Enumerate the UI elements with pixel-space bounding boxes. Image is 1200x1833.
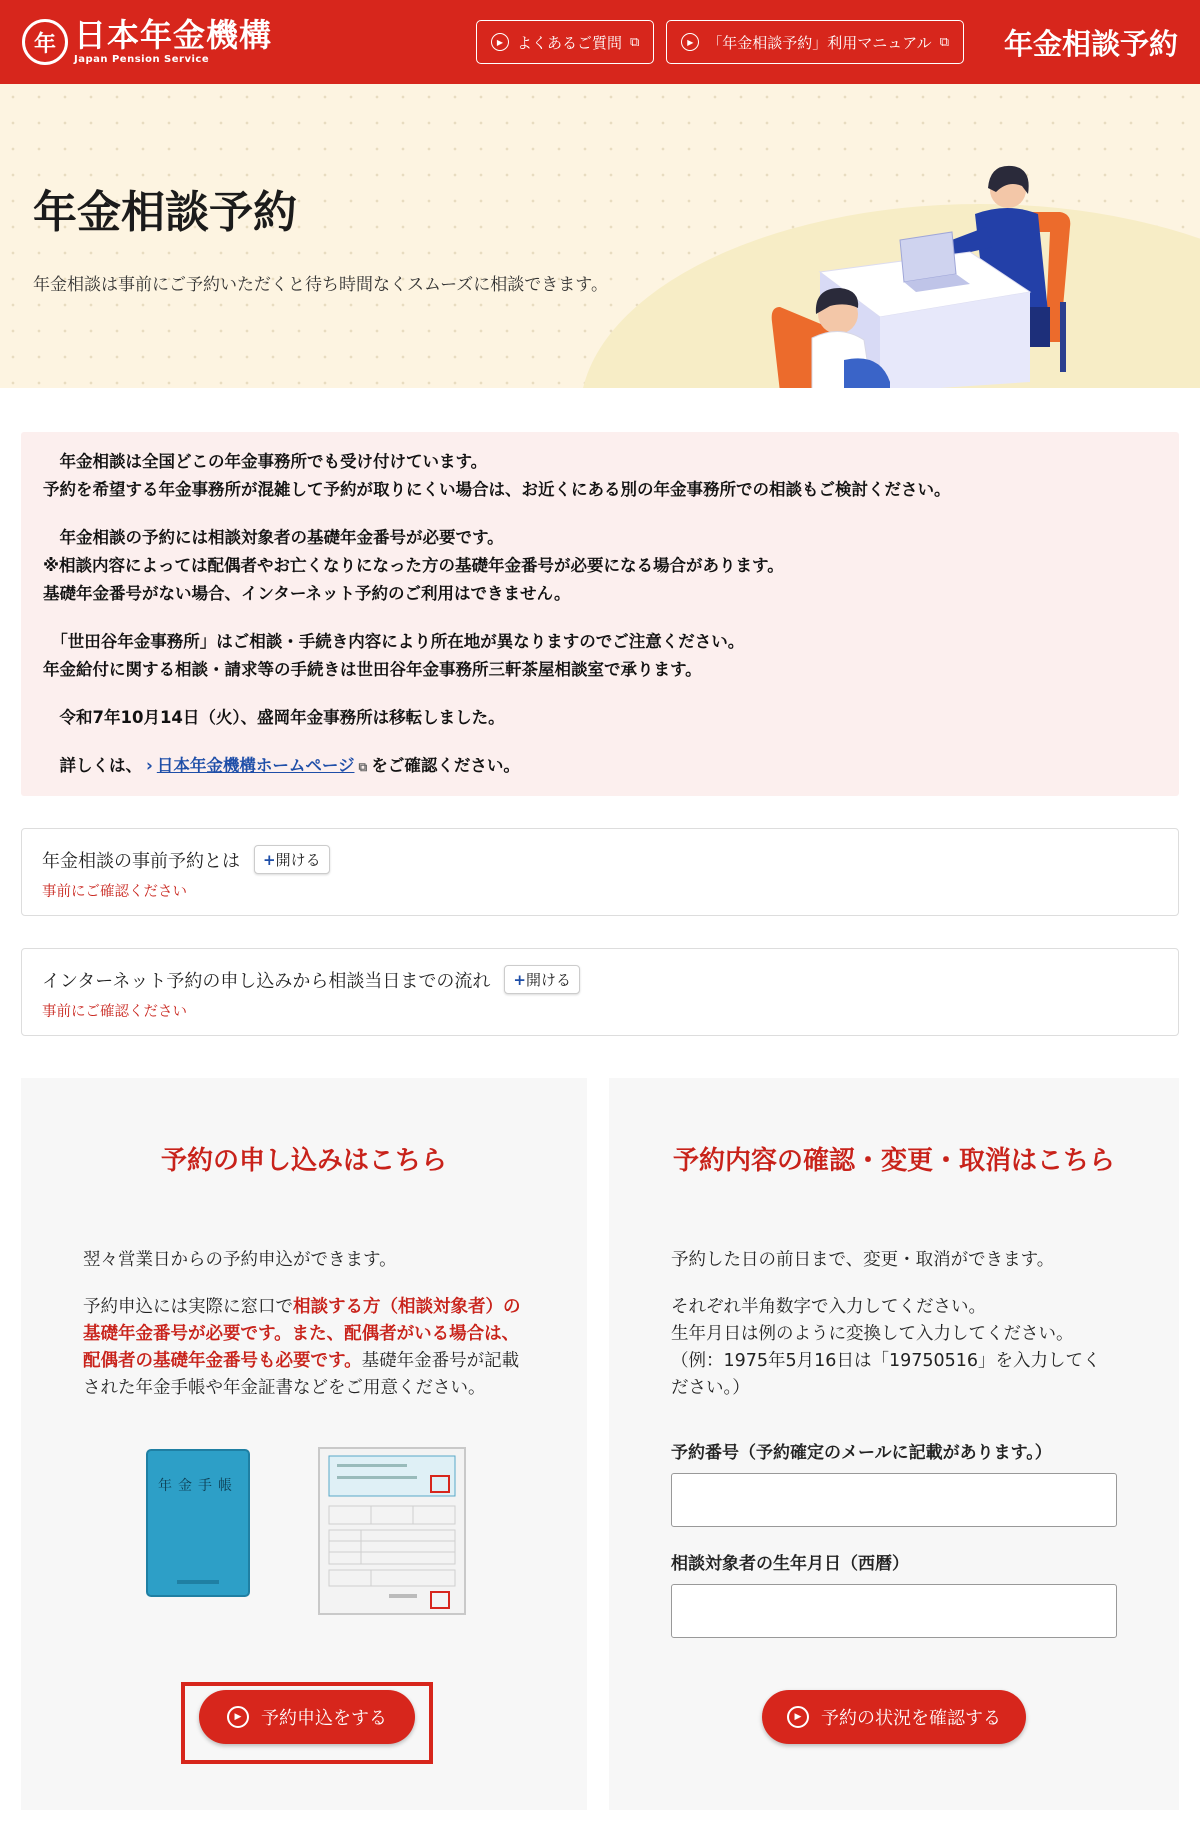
apply-text: 翌々営業日からの予約申込ができます。: [83, 1250, 397, 1270]
page-title: 年金相談予約: [33, 187, 297, 238]
consultation-illustration: [760, 102, 1090, 388]
manual-link-label: 「年金相談予約」利用マニュアル: [707, 33, 932, 52]
hero-subtitle: 年金相談は事前にご予約いただくと待ち時間なくスムーズに相談できます。: [33, 275, 608, 295]
notice-box: [21, 432, 1179, 796]
logo-name-en: Japan Pension Service: [74, 54, 210, 65]
apply-button-label: 予約申込をする: [261, 1708, 387, 1729]
faq-link-label: よくあるご質問: [516, 33, 622, 52]
accordion-open-button[interactable]: +開ける: [504, 965, 580, 994]
check-button-label: 予約の状況を確認する: [821, 1708, 1001, 1729]
birthdate-input[interactable]: [671, 1584, 1117, 1638]
play-circle-icon: ▶: [787, 1706, 809, 1728]
play-circle-icon: ▶: [491, 33, 509, 51]
play-circle-icon: ▶: [681, 33, 699, 51]
check-instructions: それぞれ半角数字で入力してください。 生年月日は例のように変換して入力してください。 （例：1975年5月16日は「19750516」を入力してください。）: [671, 1297, 1101, 1398]
accordion-note: 事前にご確認ください: [42, 884, 187, 900]
accordion-title: インターネット予約の申し込みから相談当日までの流れ: [42, 970, 491, 992]
faq-link-button[interactable]: [476, 20, 654, 64]
play-circle-icon: ▶: [227, 1706, 249, 1728]
apply-heading: 予約の申し込みはこちら: [160, 1146, 447, 1176]
manual-link-button[interactable]: [666, 20, 964, 64]
accordion-title: 年金相談の事前予約とは: [42, 850, 240, 872]
external-link-icon: ⧉: [939, 34, 949, 50]
pension-booklet-icon: [143, 1446, 253, 1600]
accordion-note: 事前にご確認ください: [42, 1004, 187, 1020]
plus-icon: +: [263, 851, 276, 869]
notice-text: 令和7年10月14日（火）、盛岡年金事務所は移転しました。: [59, 708, 505, 727]
chevron-right-icon: ›: [146, 756, 153, 775]
site-header: [0, 0, 1200, 84]
logo-name-ja: 日本年金機構: [74, 16, 273, 54]
notice-text: 年金相談は全国どこの年金事務所でも受け付けています。: [59, 452, 488, 471]
apply-requirements: 予約申込には実際に窓口で相談する方（相談対象者）の基礎年金番号が必要です。また、配偶者がいる場合は、配偶者の基礎年金番号も必要です。基礎年金番号が記載された年金手帳や年金証書などをご用意ください。: [83, 1297, 521, 1398]
svg-text:年金手帳: 年金手帳: [158, 1478, 238, 1494]
check-reservation-button[interactable]: [762, 1690, 1026, 1744]
notice-text: 年金給付に関する相談・請求等の手続きは世田谷年金事務所三軒茶屋相談室で承ります。: [43, 660, 702, 679]
external-link-icon: ⧉: [354, 760, 372, 774]
external-link-icon: ⧉: [629, 34, 640, 50]
accordion-preapp: [21, 828, 1179, 916]
logo-mark-icon: 年: [22, 19, 68, 65]
jps-homepage-link[interactable]: 日本年金機構ホームページ: [156, 756, 355, 775]
apply-panel: [21, 1078, 587, 1810]
check-panel: [609, 1078, 1179, 1810]
reservation-number-label: 予約番号（予約確定のメールに記載があります。）: [671, 1443, 1052, 1463]
notice-text: 年金相談の予約には相談対象者の基礎年金番号が必要です。: [59, 528, 504, 547]
site-title: 年金相談予約: [1003, 26, 1178, 61]
check-text: 予約した日の前日まで、変更・取消ができます。: [671, 1250, 1055, 1270]
accordion-flow: [21, 948, 1179, 1036]
highlight-frame: [181, 1682, 433, 1764]
plus-icon: +: [513, 971, 526, 989]
notice-text: 「世田谷年金事務所」はご相談・手続き内容により所在地が異なりますのでご注意ください。: [59, 632, 745, 651]
birthdate-label: 相談対象者の生年月日（西暦）: [671, 1554, 909, 1574]
notice-text: ※相談内容によっては配偶者やお亡くなりになった方の基礎年金番号が必要になる場合があります。: [43, 556, 784, 575]
jps-logo[interactable]: [22, 16, 273, 65]
hero-banner: [0, 84, 1200, 388]
accordion-open-button[interactable]: +開ける: [254, 845, 330, 874]
reservation-number-input[interactable]: [671, 1473, 1117, 1527]
check-heading: 予約内容の確認・変更・取消はこちら: [672, 1146, 1115, 1176]
notice-text: 基礎年金番号がない場合、インターネット予約のご利用はできません。: [43, 584, 571, 603]
pension-certificate-icon: [317, 1446, 467, 1616]
notice-text: 予約を希望する年金事務所が混雑して予約が取りにくい場合は、お近くにある別の年金事務所での相談もご検討ください。: [43, 480, 951, 499]
notice-text: 詳しくは、 › 日本年金機構ホームページ ⧉ をご確認ください。: [59, 756, 520, 775]
